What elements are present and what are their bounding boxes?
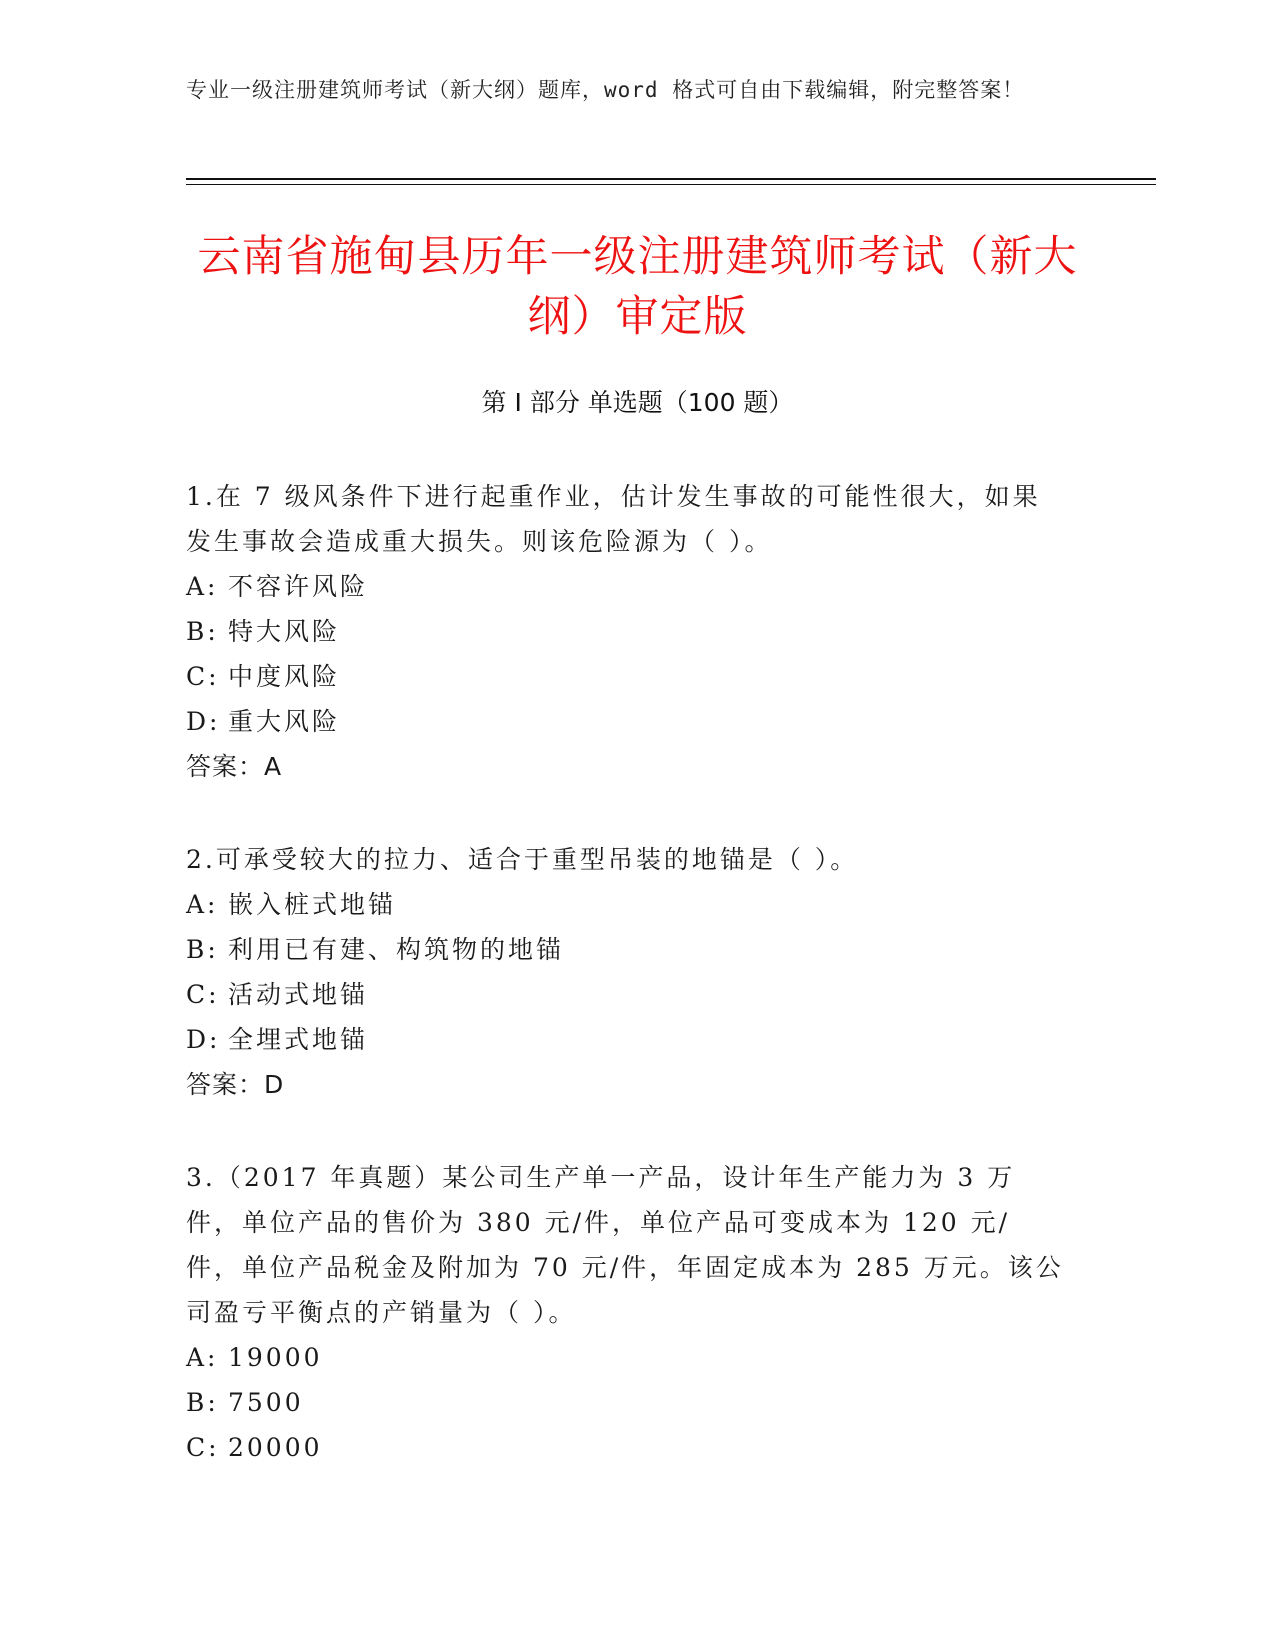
option-text: 中度风险 bbox=[228, 662, 341, 691]
option-letter: B: bbox=[186, 1388, 219, 1417]
option-text: 不容许风险 bbox=[228, 572, 369, 601]
question-stem: 2.可承受较大的拉力、适合于重型吊装的地锚是（ ）。 bbox=[186, 845, 859, 874]
question-2 bbox=[186, 837, 1066, 1107]
option-c bbox=[186, 1425, 1066, 1470]
option-text: 嵌入桩式地锚 bbox=[228, 890, 397, 919]
option-letter: C: bbox=[186, 980, 220, 1009]
option-text: 19000 bbox=[228, 1343, 323, 1372]
option-text: 重大风险 bbox=[228, 707, 341, 736]
option-letter: A: bbox=[186, 572, 219, 601]
option-letter: D: bbox=[186, 1025, 221, 1054]
answer-line bbox=[186, 744, 1066, 789]
option-text: 特大风险 bbox=[228, 617, 341, 646]
question-stem: 3.（2017 年真题）某公司生产单一产品，设计年生产能力为 3 万件，单位产品的售价为 380 元/件，单位产品可变成本为 120 元/件，单位产品税金及附加为 70 元/件，年固定成本为 285 万元。该公司盈亏平衡点的产销量为（ ）。 bbox=[186, 1163, 1064, 1327]
option-d bbox=[186, 1017, 1066, 1062]
question-list bbox=[186, 474, 1066, 1518]
question-stem: 1.在 7 级风条件下进行起重作业，估计发生事故的可能性很大，如果发生事故会造成重大损失。则该危险源为（ ）。 bbox=[186, 482, 1041, 556]
option-letter: A: bbox=[186, 890, 219, 919]
answer-value: A bbox=[264, 752, 283, 781]
option-text: 7500 bbox=[228, 1388, 304, 1417]
option-b bbox=[186, 927, 1066, 972]
option-a bbox=[186, 564, 1066, 609]
option-text: 活动式地锚 bbox=[228, 980, 369, 1009]
answer-value: D bbox=[264, 1070, 285, 1099]
section-title: 第 I 部分 单选题（100 题） bbox=[481, 388, 794, 417]
option-b bbox=[186, 609, 1066, 654]
option-d bbox=[186, 699, 1066, 744]
header-rule-thick bbox=[186, 178, 1156, 180]
option-letter: B: bbox=[186, 935, 219, 964]
option-text: 20000 bbox=[228, 1433, 323, 1462]
header-note: 专业一级注册建筑师考试（新大纲）题库，word 格式可自由下载编辑，附完整答案！ bbox=[186, 78, 1025, 102]
option-c bbox=[186, 654, 1066, 699]
option-a bbox=[186, 882, 1066, 927]
option-letter: B: bbox=[186, 617, 219, 646]
option-b bbox=[186, 1380, 1066, 1425]
question-1 bbox=[186, 474, 1066, 789]
answer-line bbox=[186, 1062, 1066, 1107]
option-text: 全埋式地锚 bbox=[228, 1025, 369, 1054]
option-letter: A: bbox=[186, 1343, 219, 1372]
document-title: 云南省施甸县历年一级注册建筑师考试（新大纲）审定版 bbox=[197, 232, 1078, 342]
answer-prefix: 答案： bbox=[186, 1070, 265, 1099]
option-letter: C: bbox=[186, 662, 220, 691]
answer-prefix: 答案： bbox=[186, 752, 265, 781]
option-c bbox=[186, 972, 1066, 1017]
question-3 bbox=[186, 1155, 1066, 1470]
header-rule-thin bbox=[186, 184, 1156, 185]
option-letter: D: bbox=[186, 707, 221, 736]
option-a bbox=[186, 1335, 1066, 1380]
option-text: 利用已有建、构筑物的地锚 bbox=[228, 935, 565, 964]
option-letter: C: bbox=[186, 1433, 220, 1462]
